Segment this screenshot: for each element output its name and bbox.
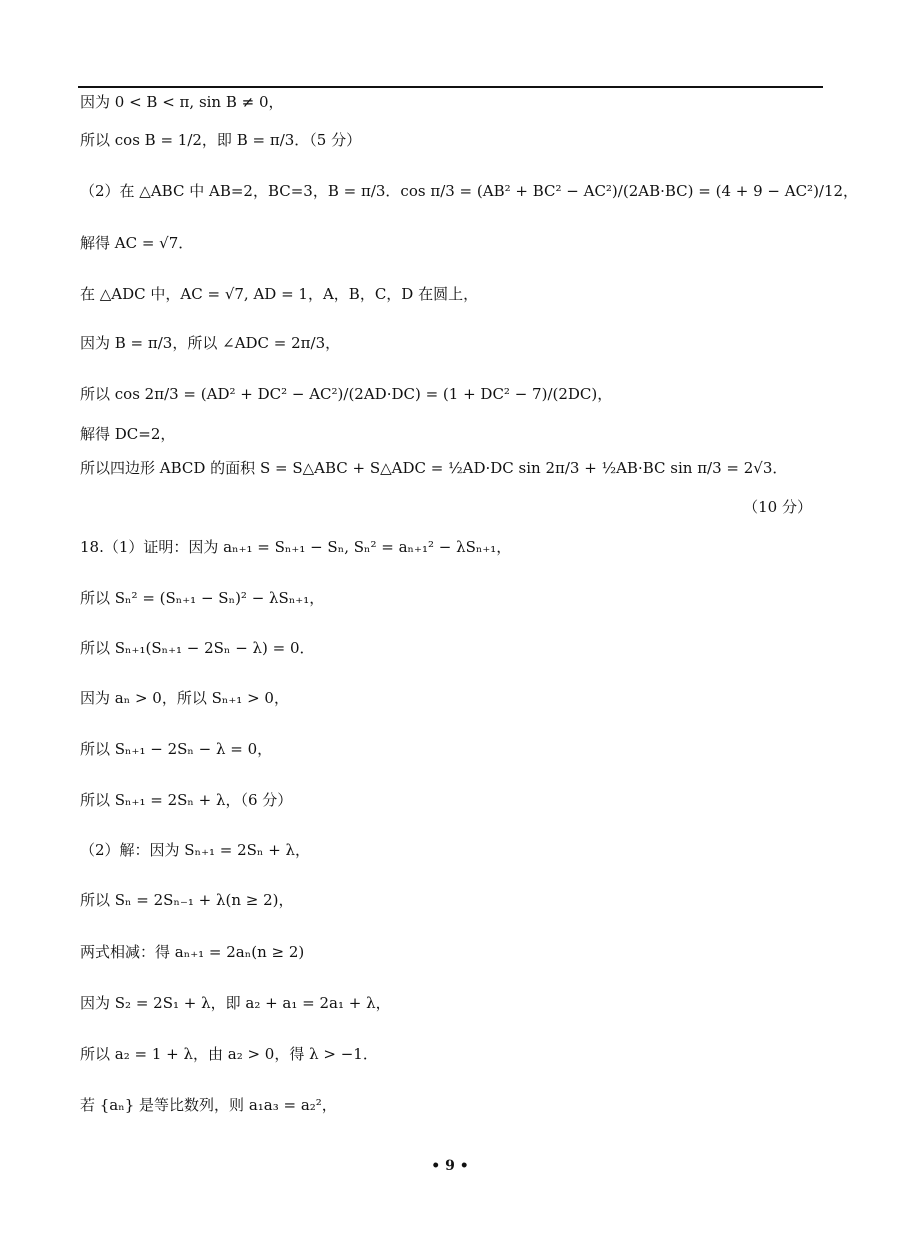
solution-line-8: 解得 DC=2， [80, 425, 176, 443]
solution-line-6: 因为 B = π/3，所以 ∠ADC = 2π/3， [80, 334, 341, 352]
problem-18-line-9: 两式相减：得 aₙ₊₁ = 2aₙ(n ≥ 2) [80, 943, 305, 961]
solution-line-3: （2）在 △ABC 中 AB=2，BC=3，B = π/3．cos π/3 = (AB² + BC² − AC²)/(2AB·BC) = (4 + 9 − AC²)/12， [80, 182, 859, 200]
score-note: （10 分） [743, 498, 812, 516]
problem-18-line-8: 所以 Sₙ = 2Sₙ₋₁ + λ(n ≥ 2)， [80, 891, 294, 909]
problem-18-line-10: 因为 S₂ = 2S₁ + λ，即 a₂ + a₁ = 2a₁ + λ， [80, 994, 391, 1012]
problem-18-line-2: 所以 Sₙ² = (Sₙ₊₁ − Sₙ)² − λSₙ₊₁， [80, 589, 325, 607]
problem-18-line-4: 因为 aₙ > 0，所以 Sₙ₊₁ > 0， [80, 689, 289, 707]
header-rule [78, 86, 823, 88]
problem-18-line-11: 所以 a₂ = 1 + λ，由 a₂ > 0，得 λ > −1． [80, 1045, 378, 1063]
solution-line-9: 所以四边形 ABCD 的面积 S = S△ABC + S△ADC = ½AD·DC sin 2π/3 + ½AB·BC sin π/3 = 2√3． [80, 459, 788, 477]
solution-line-7: 所以 cos 2π/3 = (AD² + DC² − AC²)/(2AD·DC) = (1 + DC² − 7)/(2DC)， [80, 385, 613, 403]
problem-18-line-6: 所以 Sₙ₊₁ = 2Sₙ + λ，（6 分） [80, 791, 293, 809]
page-number: • 9 • [431, 1158, 469, 1174]
solution-line-4: 解得 AC = √7． [80, 234, 194, 252]
solution-line-5: 在 △ADC 中，AC = √7, AD = 1，A，B，C，D 在圆上， [80, 285, 479, 303]
problem-18-line-3: 所以 Sₙ₊₁(Sₙ₊₁ − 2Sₙ − λ) = 0． [80, 639, 315, 657]
problem-18-line-12: 若 {aₙ} 是等比数列，则 a₁a₃ = a₂²， [80, 1096, 337, 1114]
problem-18-line-7: （2）解：因为 Sₙ₊₁ = 2Sₙ + λ， [80, 841, 311, 859]
problem-18-line-5: 所以 Sₙ₊₁ − 2Sₙ − λ = 0， [80, 740, 273, 758]
solution-line-2: 所以 cos B = 1/2，即 B = π/3．（5 分） [80, 131, 362, 149]
problem-18-line-1: 18.（1）证明：因为 aₙ₊₁ = Sₙ₊₁ − Sₙ, Sₙ² = aₙ₊₁² − λSₙ₊₁， [80, 538, 512, 556]
solution-line-1: 因为 0 < B < π, sin B ≠ 0， [80, 93, 284, 111]
